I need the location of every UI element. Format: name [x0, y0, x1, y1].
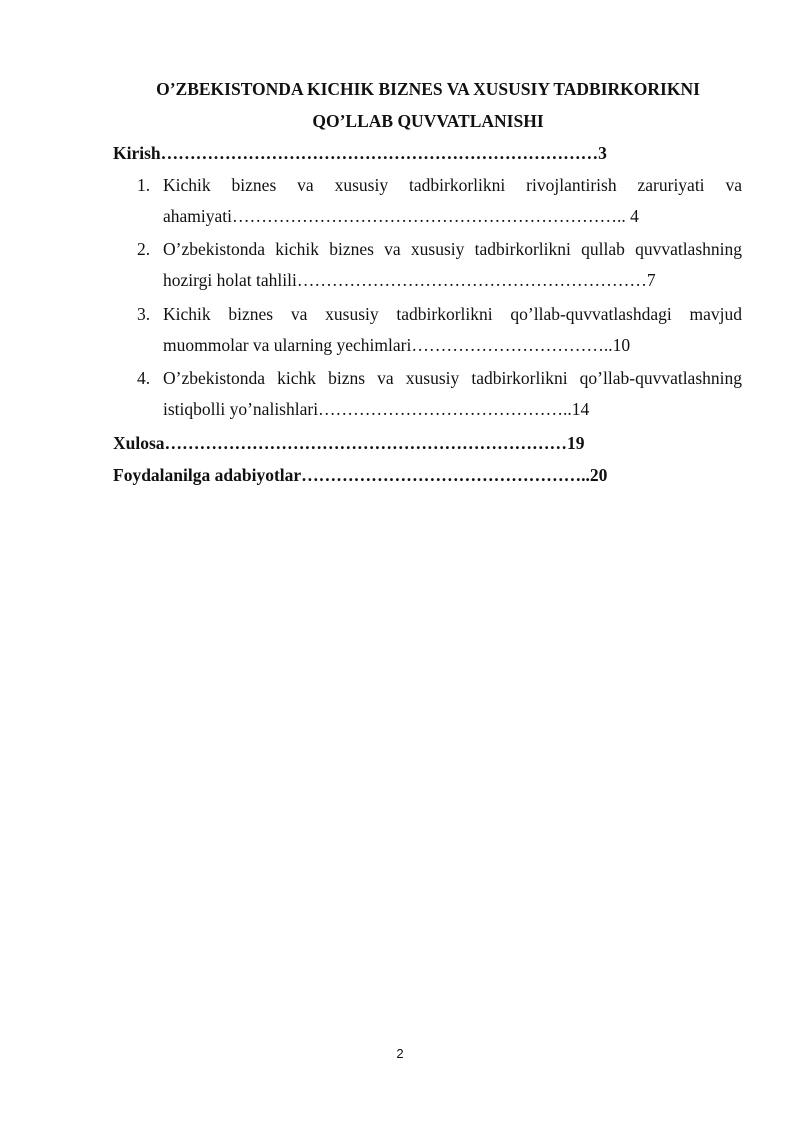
toc-item-text-line2: istiqbolli yo’nalishlari……………………………………..14 — [163, 399, 590, 419]
page-number: 2 — [396, 1046, 404, 1061]
toc-item-number: 4. — [137, 368, 151, 388]
toc-item-4 — [137, 363, 742, 425]
toc-intro: Kirish…………………………………………………………………3 — [113, 143, 607, 163]
toc-item-number: 3. — [137, 304, 151, 324]
toc-item-text-line2: muommolar va ularning yechimlari……………………………..10 — [163, 335, 631, 355]
toc-item-text-line2: hozirgi holat tahlili……………………………………………………7 — [163, 270, 656, 290]
toc-item-text-line1: Kichik biznes va xususiy tadbirkorlikni rivojlantirish zaruriyati va — [163, 175, 742, 195]
toc-item-text-line2: ahamiyati………………………………………………………….. 4 — [163, 206, 639, 226]
toc-references: Foydalanilga adabiyotlar…………………………………………..20 — [113, 465, 608, 485]
toc-item-number: 2. — [137, 239, 151, 259]
document-title-line2: QO’LLAB QUVVATLANISHI — [312, 111, 544, 131]
toc-conclusion: Xulosa……………………………………………………………19 — [113, 433, 585, 453]
toc-item-number: 1. — [137, 175, 151, 195]
toc-item-text-line1: Kichik biznes va xususiy tadbirkorlikni qo’llab-quvvatlashdagi mavjud — [163, 304, 742, 324]
toc-item-1 — [137, 170, 742, 232]
toc-item-text-line1: O’zbekistonda kichk bizns va xususiy tadbirkorlikni qo’llab-quvvatlashning — [163, 368, 742, 388]
toc-item-3 — [137, 299, 742, 361]
toc-item-2 — [137, 234, 742, 296]
document-title-line1: O’ZBEKISTONDA KICHIK BIZNES VA XUSUSIY TADBIRKORIKNI — [156, 79, 700, 99]
toc-item-text-line1: O’zbekistonda kichik biznes va xususiy tadbirkorlikni qullab quvvatlashning — [163, 239, 742, 259]
